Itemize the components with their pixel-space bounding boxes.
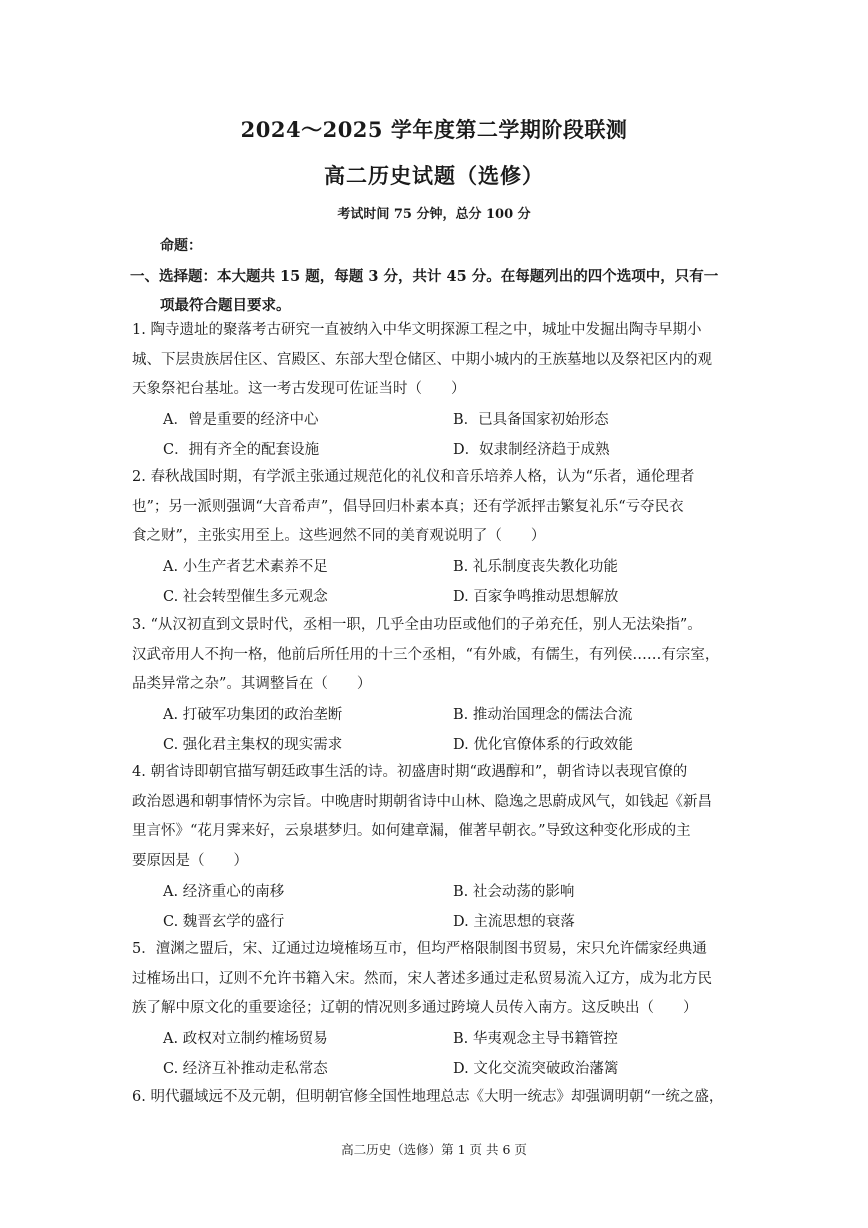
question-2 — [132, 463, 742, 552]
question-4-option-a[interactable]: A. 经济重心的南移 — [163, 884, 285, 901]
question-2-options — [163, 551, 743, 610]
question-4-option-b[interactable]: B. 社会动荡的影响 — [453, 884, 575, 901]
question-6-line-1: 6. 明代疆域远不及元朝，但明朝官修全国性地理总志《大明一统志》却强调明朝“一统之盛， — [132, 1089, 724, 1105]
question-2-option-d[interactable]: D. 百家争鸣推动思想解放 — [453, 588, 619, 605]
question-1-line-2: 城、下层贵族居住区、宫殿区、东部大型仓储区、中期小城内的王族墓地以及祭祀区内的观 — [132, 351, 712, 368]
question-2-option-b[interactable]: B. 礼乐制度丧失教化功能 — [453, 559, 618, 576]
question-3-option-a[interactable]: A. 打破军功集团的政治垄断 — [163, 707, 343, 724]
question-2-option-a[interactable]: A. 小生产者艺术素养不足 — [163, 559, 328, 576]
question-1-option-b[interactable]: B．已具备国家初始形态 — [453, 412, 609, 429]
question-3 — [132, 611, 742, 700]
question-4-option-c[interactable]: C. 魏晋玄学的盛行 — [163, 913, 285, 930]
section-heading-line-1: 一、选择题：本大题共 15 题，每题 3 分，共计 45 分。在每题列出的四个选项中，只有一 — [130, 268, 719, 285]
exam-subtitle: 高二历史试题（选修） — [324, 163, 544, 188]
question-5 — [132, 935, 742, 1024]
question-3-options — [163, 699, 743, 758]
question-4-options — [163, 876, 743, 935]
question-3-line-2: 汉武帝用人不拘一格，他前后所任用的十三个丞相，“有外戚，有儒生，有列侯……有宗室， — [132, 646, 720, 663]
question-4-option-d[interactable]: D. 主流思想的衰落 — [453, 913, 575, 930]
question-5-options — [163, 1023, 743, 1082]
question-4-line-4: 要原因是（ ） — [132, 852, 248, 869]
question-4-line-1: 4. 朝省诗即朝官描写朝廷政事生活的诗。初盛唐时期“政遇醇和”，朝省诗以表现官僚的 — [132, 764, 688, 780]
question-5-line-3: 族了解中原文化的重要途径；辽朝的情况则多通过跨境人员传入南方。这反映出（ ） — [132, 1000, 698, 1016]
question-5-line-2: 过榷场出口，辽则不允许书籍入宋。然而，宋人著述多通过走私贸易流入辽方，成为北方民 — [132, 970, 712, 987]
question-1-line-1: 1. 陶寺遗址的聚落考古研究一直被纳入中华文明探源工程之中，城址中发掘出陶寺早期小 — [132, 322, 702, 338]
question-3-option-d[interactable]: D. 优化官僚体系的行政效能 — [453, 736, 633, 753]
section-heading-line-2: 项最符合题目要求。 — [160, 297, 291, 314]
question-5-option-d[interactable]: D. 文化交流突破政治藩篱 — [453, 1060, 619, 1077]
exam-title: 2024～2025 学年度第二学期阶段联测 — [240, 117, 628, 142]
question-4-line-3: 里言怀》“花月霁来好，云泉堪梦归。如何建章漏，催著早朝衣。”导致这种变化形成的主 — [132, 823, 691, 839]
question-4 — [132, 758, 742, 876]
section-heading — [130, 262, 742, 320]
question-5-line-1: 5．澶渊之盟后，宋、辽通过边境榷场互市，但均严格限制图书贸易，宋只允许儒家经典通 — [132, 941, 707, 957]
question-1-option-d[interactable]: D．奴隶制经济趋于成熟 — [453, 441, 610, 458]
question-1-option-c[interactable]: C．拥有齐全的配套设施 — [163, 441, 320, 458]
question-1-line-3: 天象祭祀台基址。这一考古发现可佐证当时（ ） — [132, 381, 466, 397]
page-footer: 高二历史（选修）第 1 页 共 6 页 — [341, 1142, 527, 1157]
question-3-option-c[interactable]: C. 强化君主集权的现实需求 — [163, 736, 343, 753]
question-3-line-1: 3. “从汉初直到文景时代，丞相一职，几乎全由功臣或他们的子弟充任，别人无法染指”。 — [132, 617, 702, 633]
question-1 — [132, 316, 742, 405]
question-2-line-2: 也”；另一派则强调“大音希声”，倡导回归朴素本真；还有学派抨击繁复礼乐“亏夺民衣 — [132, 498, 684, 515]
question-5-option-c[interactable]: C. 经济互补推动走私常态 — [163, 1060, 328, 1077]
question-2-line-1: 2. 春秋战国时期，有学派主张通过规范化的礼仪和音乐培养人格，认为“乐者，通伦理者 — [132, 469, 695, 485]
question-1-options — [163, 404, 743, 463]
question-2-line-3: 食之财”，主张实用至上。这些迥然不同的美育观说明了（ ） — [132, 528, 546, 544]
question-5-option-a[interactable]: A. 政权对立制约榷场贸易 — [163, 1031, 328, 1048]
question-3-line-3: 品类异常之杂”。其调整旨在（ ） — [132, 676, 372, 692]
question-1-option-a[interactable]: A．曾是重要的经济中心 — [163, 412, 319, 429]
exam-time-score: 考试时间 75 分钟，总分 100 分 — [337, 207, 531, 222]
question-4-line-2: 政治恩遇和朝事情怀为宗旨。中晚唐时期朝省诗中山林、隐逸之思蔚成风气，如钱起《新昌 — [132, 793, 712, 810]
question-3-option-b[interactable]: B. 推动治国理念的儒法合流 — [453, 707, 633, 724]
author-label: 命题： — [160, 238, 202, 254]
question-5-option-b[interactable]: B. 华夷观念主导书籍管控 — [453, 1031, 618, 1048]
question-2-option-c[interactable]: C. 社会转型催生多元观念 — [163, 588, 328, 605]
question-6 — [132, 1083, 742, 1113]
